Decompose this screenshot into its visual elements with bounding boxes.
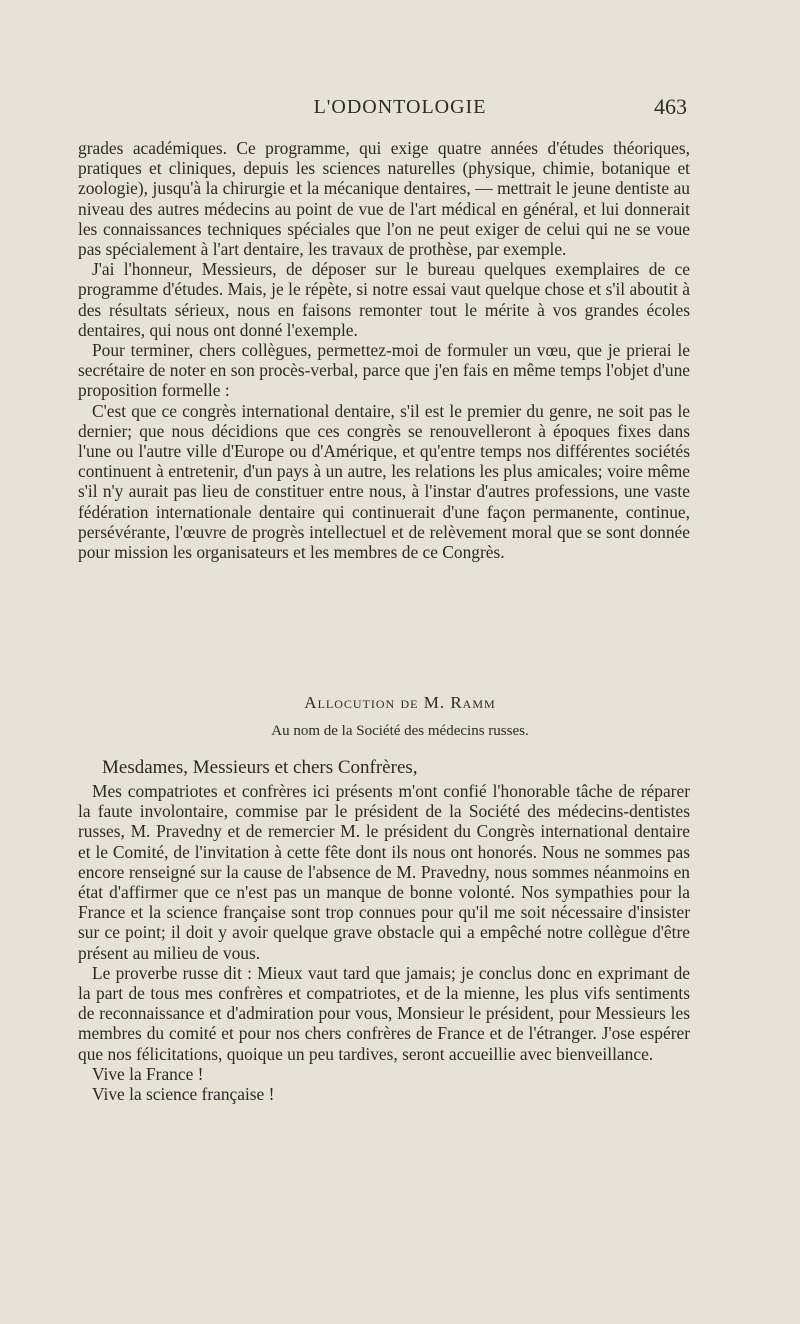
section-title: Allocution de M. Ramm (304, 693, 496, 712)
paragraph: C'est que ce congrès international dentaire, s'il est le premier du genre, ne soit pas le dernier; que nous décidions que ces congrès se renouvelleront à époques fixes dans l'une ou l'autre ville d'Europe ou d'Amérique, et qu'entre temps nos différentes sociétés continuent à entretenir, d'un pays à un autre, les relations les plus amicales; voire même s'il n'y aurait pas lieu de constituer entre nous, à l'instar d'autres professions, une vaste fédération internationale dentaire qui continuerait d'une façon permanente, continue, persévérante, l'œuvre de progrès intellectuel et de relèvement moral que se sont donnée pour mission les organisateurs et les membres de ce Congrès. (78, 400, 690, 563)
page-number: 463 (654, 94, 687, 119)
body-text-block-1 (78, 138, 690, 562)
paragraph: Le proverbe russe dit : Mieux vaut tard que jamais; je conclus donc en exprimant de la part de tous mes confrères et compatriotes, et de la mienne, les plus vifs sentiments de reconnaissance et d'admiration pour vous, Monsieur le président, pour Messieurs les membres du comité et pour nos chers confrères de France et de l'étranger. J'ose espérer que nos félicitations, quoique un peu tardives, seront accueillie avec bienveillance. (78, 962, 690, 1064)
closing-line: Vive la science française ! (92, 1084, 275, 1105)
page-header (0, 92, 800, 122)
paragraph: Pour terminer, chers collègues, permettez-moi de formuler un vœu, que je prierai le secrétaire de noter en son procès-verbal, parce que j'en fais en même temps l'objet d'une proposition formelle : (78, 340, 690, 401)
body-text-block-2 (78, 781, 690, 1104)
paragraph: Mes compatriotes et confrères ici présents m'ont confié l'honorable tâche de réparer la faute involontaire, commise par le président de la Société des médecins-dentistes russes, M. Pravedny et de remercier M. le président du Congrès international dentaire et le Comité, de l'invitation à cette fête dont ils nous ont honorés. Nous ne sommes pas encore renseigné sur la cause de l'absence de M. Pravedny, nous sommes néanmoins en état d'affirmer que ce n'est pas un manque de bonne volonté. Nos sympathies pour la France et la science française sont trop connues pour qu'il me soit nécessaire d'insister sur ce point; il doit y avoir quelque grave obstacle qui a empêché notre collègue d'être présent au milieu de vous. (78, 781, 690, 963)
paragraph-continuation: grades académiques. Ce programme, qui exige quatre années d'études théoriques, pratiques et cliniques, depuis les sciences naturelles (physique, chimie, botanique et zoologie), jusqu'à la chirurgie et la mécanique dentaires, — mettrait le jeune dentiste au niveau des autres médecins au point de vue de l'art médical en général, et lui donnerait les connaissances techniques spéciales que l'on ne peut exiger de celui qui ne se voue pas spécialement à l'art dentaire, les travaux de prothèse, par exemple. (78, 138, 690, 260)
section-subtitle: Au nom de la Société des médecins russes. (271, 723, 529, 739)
paragraph: J'ai l'honneur, Messieurs, de déposer sur le bureau quelques exemplaires de ce programme d'études. Mais, je le répète, si notre essai vaut quelque chose et s'il aboutit à des résultats sérieux, nous en faisons remonter tout le mérite à vos grandes écoles dentaires, qui nous ont donné l'exemple. (78, 259, 690, 340)
running-title: L'ODONTOLOGIE (313, 96, 487, 118)
closing-line: Vive la France ! (92, 1063, 204, 1084)
salutation: Mesdames, Messieurs et chers Confrères, (102, 757, 418, 778)
